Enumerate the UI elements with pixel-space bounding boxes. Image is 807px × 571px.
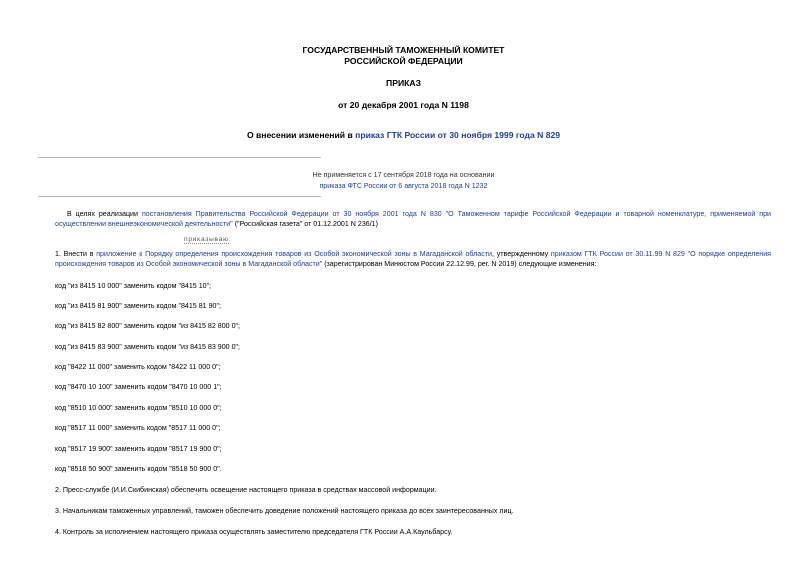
org-name-line2: РОССИЙСКОЙ ФЕДЕРАЦИИ xyxy=(344,56,463,66)
order-word-text: приказываю xyxy=(184,236,229,243)
code-line: код "8422 11 000" заменить кодом "8422 11 000 0"; xyxy=(55,363,221,371)
item-4: 4. Контроль за исполнением настоящего приказа осуществлять заместителю председателя ГТК России А.А.Каульбарсу. xyxy=(55,528,453,536)
item1-link1[interactable]: приложение к Порядку определения происхождения товаров из Особой экономической зоны в Магаданской области xyxy=(96,250,493,258)
item-3: 3. Начальникам таможенных управлений, таможен обеспечить доведение положений настоящего приказа до всех заинтересованных лиц. xyxy=(55,507,514,515)
code-line: код "8518 50 900" заменить кодом "8518 50 900 0". xyxy=(55,465,222,473)
preamble-prefix: В целях реализации xyxy=(67,210,142,218)
status-link-row xyxy=(0,181,807,191)
code-line: код "из 8415 83 900" заменить кодом "из 8415 83 900 0"; xyxy=(55,343,241,351)
code-line: код "из 8415 82 800" заменить кодом "из 8415 82 800 0"; xyxy=(55,322,241,330)
doc-type: ПРИКАЗ xyxy=(386,78,421,88)
status-line: Не применяется с 17 сентября 2018 года на основании xyxy=(312,171,495,179)
order-colon: : xyxy=(228,236,232,243)
subject-link[interactable]: приказ ГТК России от 30 ноября 1999 года N 829 xyxy=(355,130,561,140)
divider-top xyxy=(38,157,321,158)
code-line: код "8470 10 100" заменить кодом "8470 10 000 1"; xyxy=(55,383,222,391)
code-line: код "8510 10 000" заменить кодом "8510 10 000 0"; xyxy=(55,404,222,412)
item-2: 2. Пресс-службе (И.И.Скибинская) обеспечить освещение настоящего приказа в средствах массовой информации. xyxy=(55,486,437,494)
item1-mid: , утвержденному xyxy=(492,250,551,258)
item1-link2[interactable]: приказом ГТК России от 30.11.99 N 829 "О порядке определения происхождения товаров из Особой экономической зоны в Магаданской области" xyxy=(55,250,772,268)
code-line: код "8517 11 000" заменить кодом "8517 11 000 0"; xyxy=(55,424,221,432)
doc-date-number: от 20 декабря 2001 года N 1198 xyxy=(338,100,469,110)
item1-prefix: 1. Внести в xyxy=(55,250,97,258)
code-line: код "8517 19 900" заменить кодом "8517 19 900 0"; xyxy=(55,445,222,453)
item-1 xyxy=(55,249,771,269)
item1-suffix: (зарегистрирован Минюстом России 22.12.99, рег. N 2019) следующие изменения: xyxy=(322,260,597,268)
org-name-line1: ГОСУДАРСТВЕННЫЙ ТАМОЖЕННЫЙ КОМИТЕТ xyxy=(302,45,505,55)
subject-prefix: О внесении изменений в xyxy=(246,130,356,140)
preamble-link[interactable]: постановления Правительства Российской Федерации от 30 ноября 2001 года N 830 "О Таможенном тарифе Российской Федерации и товарной номенклатуре, применяемой при осуществлении внешнеэкономической деятельности" xyxy=(55,210,771,228)
code-line: код "из 8415 81 900" заменить кодом "8415 81 90"; xyxy=(55,302,221,310)
preamble-suffix: ("Российская газета" от 01.12.2001 N 236/1) xyxy=(232,220,378,228)
status-link[interactable]: приказа ФТС России от 6 августа 2018 года N 1232 xyxy=(319,182,488,190)
divider-bottom xyxy=(38,196,321,197)
preamble xyxy=(55,209,771,229)
order-word xyxy=(184,236,231,243)
code-line: код "из 8415 10 000" заменить кодом "8415 10"; xyxy=(55,282,212,290)
doc-subject xyxy=(0,130,807,140)
